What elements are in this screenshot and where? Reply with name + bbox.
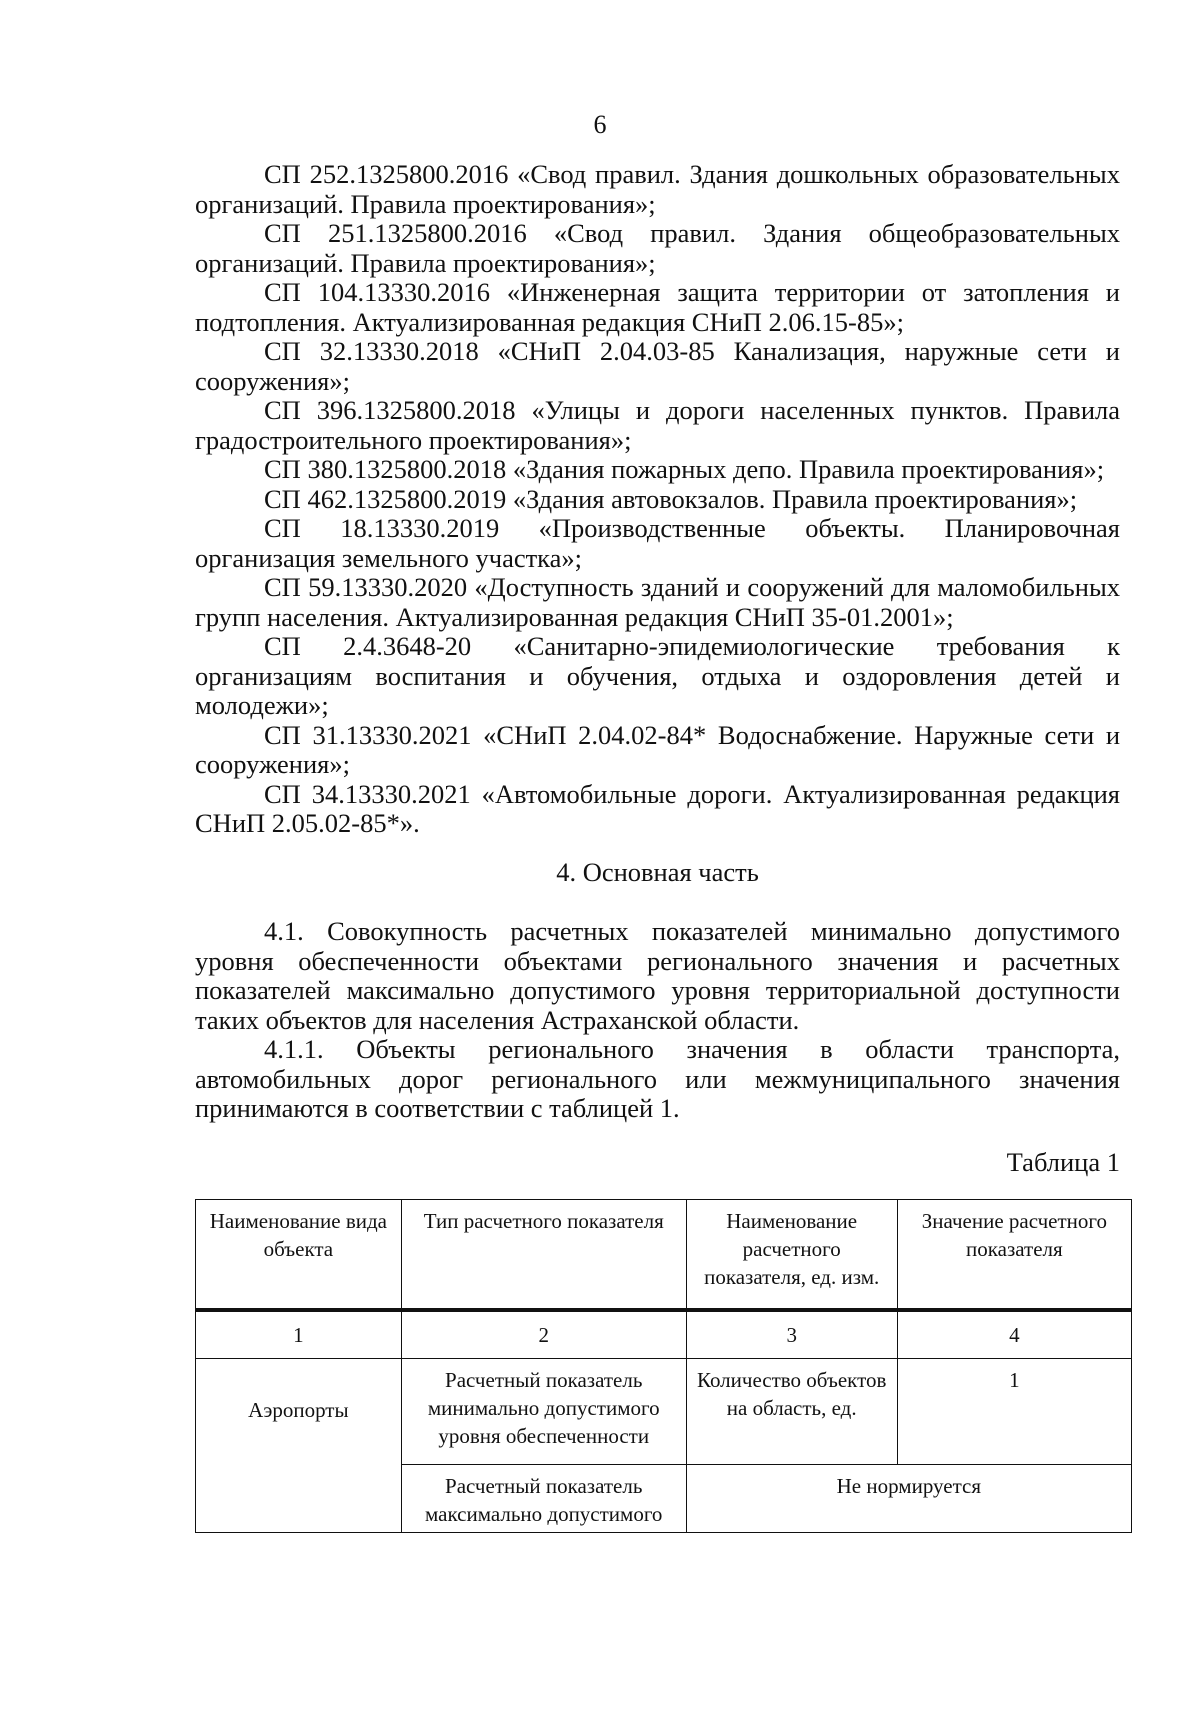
column-number: 1 — [196, 1310, 402, 1359]
indicator-type-cell: Расчетный показатель максимально допустимого — [401, 1465, 686, 1533]
indicator-value-cell: Не нормируется — [686, 1465, 1131, 1533]
reference-item: СП 18.13330.2019 «Производственные объекты. Планировочная организация земельного участка»; — [195, 513, 1120, 573]
table-header-row — [196, 1200, 1132, 1311]
reference-item: СП 252.1325800.2016 «Свод правил. Здания дошкольных образовательных организаций. Правила проектирования»; — [195, 159, 1120, 219]
header-cell: Тип расчетного показателя — [401, 1200, 686, 1311]
reference-item: СП 251.1325800.2016 «Свод правил. Здания общеобразовательных организаций. Правила проектирования»; — [195, 218, 1120, 278]
reference-item: СП 380.1325800.2018 «Здания пожарных депо. Правила проектирования»; — [264, 454, 1105, 484]
header-cell: Наименование расчетного показателя, ед. изм. — [686, 1200, 897, 1311]
paragraph-4-1: 4.1. Совокупность расчетных показателей минимально допустимого уровня обеспеченности объектами регионального значения и расчетных показателей максимально допустимого уровня территориальной доступности таких объектов для населения Астраханской области. — [195, 916, 1120, 1035]
reference-item: СП 462.1325800.2019 «Здания автовокзалов. Правила проектирования»; — [264, 483, 1078, 514]
reference-item: СП 104.13330.2016 «Инженерная защита территории от затопления и подтопления. Актуализированная редакция СНиП 2.06.15-85»; — [195, 277, 1120, 337]
reference-item: СП 59.13330.2020 «Доступность зданий и сооружений для маломобильных групп населения. Актуализированная редакция СНиП 35-01.2001»; — [195, 572, 1120, 632]
reference-item: СП 32.13330.2018 «СНиП 2.04.03-85 Канализация, наружные сети и сооружения»; — [195, 336, 1120, 396]
indicator-name-cell: Количество объектов на область, ед. — [686, 1359, 897, 1465]
column-number: 4 — [897, 1310, 1131, 1359]
reference-item: СП 396.1325800.2018 «Улицы и дороги населенных пунктов. Правила градостроительного проектирования»; — [195, 395, 1120, 455]
indicator-type-cell: Расчетный показатель минимально допустимого уровня обеспеченности — [401, 1359, 686, 1465]
table-row — [196, 1359, 1132, 1465]
section-heading: 4. Основная часть — [556, 856, 759, 887]
indicator-value-cell: 1 — [897, 1359, 1131, 1465]
reference-item: СП 31.13330.2021 «СНиП 2.04.02-84* Водоснабжение. Наружные сети и сооружения»; — [195, 719, 1120, 779]
page-number: 6 — [593, 110, 607, 139]
object-name: Аэропорты — [248, 1397, 349, 1422]
reference-item: СП 34.13330.2021 «Автомобильные дороги. Актуализированная редакция СНиП 2.05.02-85*». — [195, 778, 1120, 838]
column-number-row — [196, 1310, 1132, 1359]
reference-item: СП 2.4.3648-20 «Санитарно-эпидемиологические требования к организациям воспитания и обучения, отдыха и оздоровления детей и молодежи»; — [195, 631, 1120, 720]
column-number: 2 — [401, 1310, 686, 1359]
object-cell — [196, 1359, 402, 1533]
paragraph-4-1-1: 4.1.1. Объекты регионального значения в области транспорта, автомобильных дорог регионального или межмуниципального значения принимаются в соответствии с таблицей 1. — [195, 1034, 1120, 1123]
column-number: 3 — [686, 1310, 897, 1359]
header-cell: Значение расчетного показателя — [897, 1200, 1131, 1311]
header-cell: Наименование вида объекта — [196, 1200, 402, 1311]
document-body — [195, 160, 1120, 1533]
table-caption: Таблица 1 — [1006, 1146, 1120, 1177]
indicators-table — [195, 1199, 1132, 1533]
